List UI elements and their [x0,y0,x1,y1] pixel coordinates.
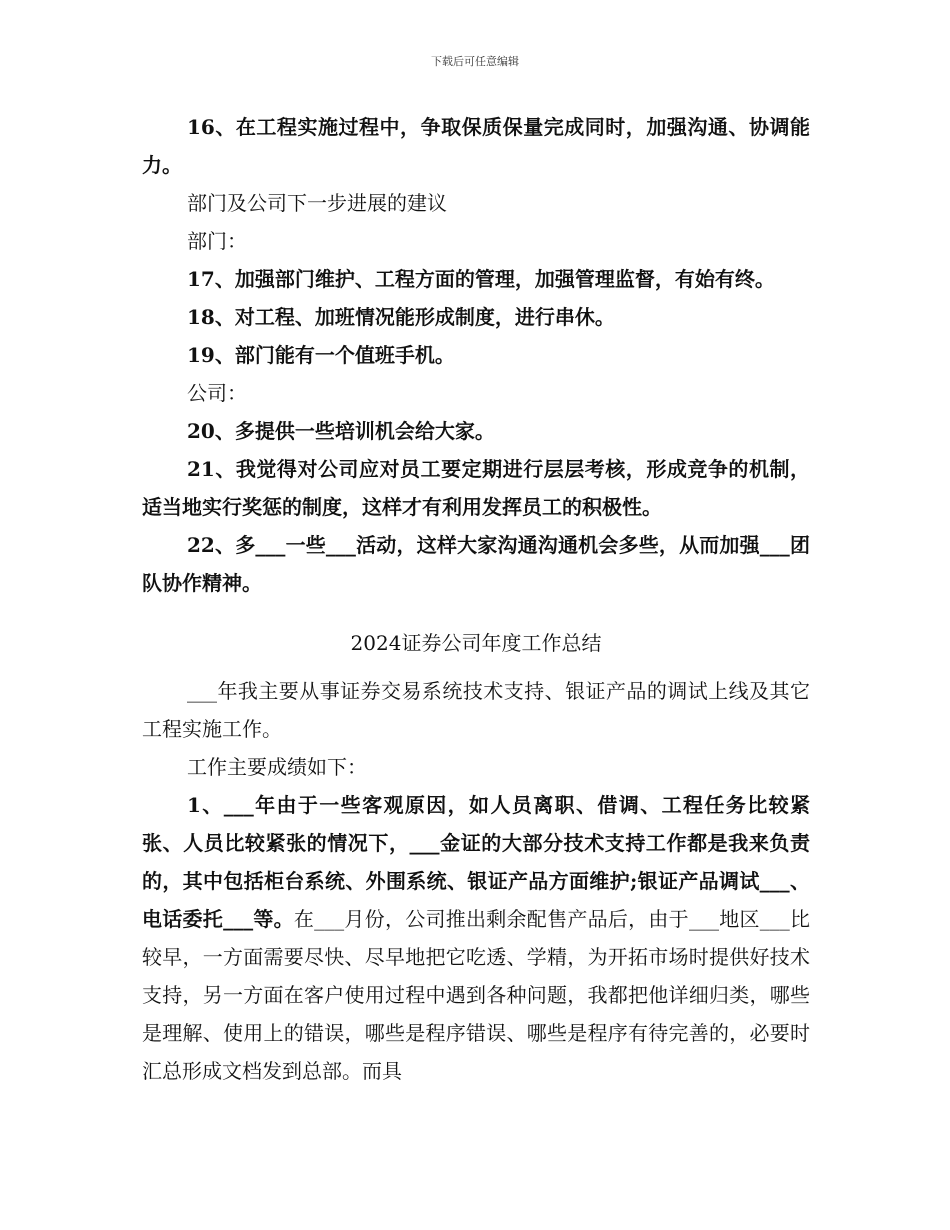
item-22: 22、多___一些___活动，这样大家沟通沟通机会多些，从而加强___团队协作精神。 [142,533,810,595]
achievements-lead: 工作主要成绩如下： [187,755,367,779]
item-1-paragraph [142,786,810,1090]
company-label: 公司： [187,381,247,405]
item-17: 17、加强部门维护、工程方面的管理，加强管理监督，有始有终。 [187,267,775,291]
item-20: 20、多提供一些培训机会给大家。 [187,419,495,443]
item-21: 21、我觉得对公司应对员工要定期进行层层考核，形成竞争的机制，适当地实行奖惩的制度，这样才有利用发挥员工的积极性。 [142,457,810,519]
item-18: 18、对工程、加班情况能形成制度，进行串休。 [187,305,615,329]
item-1-normal-text: 在___月份，公司推出剩余配售产品后，由于___地区___比较早，一方面需要尽快、尽早地把它吃透、学精，为开拓市场时提供好技术支持，另一方面在客户使用过程中遇到各种问题，我都把他详细归类，哪些是理解、使用上的错误，哪些是程序错误、哪些是程序有待完善的，必要时汇总形成文档发到总部。而具 [142,907,811,1083]
document-body [142,108,810,1090]
item-1-bold-text: 1、___年由于一些客观原因，如人员离职、借调、工程任务比较紧张、人员比较紧张的情况下，___金证的大部分技术支持工作都是我来负责的，其中包括柜台系统、外围系统、银证产品方面维护;银证产品调试___、电话委托___等。 [142,793,810,931]
item-16: 16、在工程实施过程中，争取保质保量完成同时，加强沟通、协调能力。 [142,115,810,177]
page-header: 下载后可任意编辑 [431,55,519,68]
item-19: 19、部门能有一个值班手机。 [187,343,455,367]
section-title: 2024证券公司年度工作总结 [350,631,602,655]
intro-paragraph: ___年我主要从事证券交易系统技术支持、银证产品的调试上线及其它工程实施工作。 [142,679,810,741]
department-label: 部门： [187,229,247,253]
suggestion-heading: 部门及公司下一步进展的建议 [187,191,447,215]
